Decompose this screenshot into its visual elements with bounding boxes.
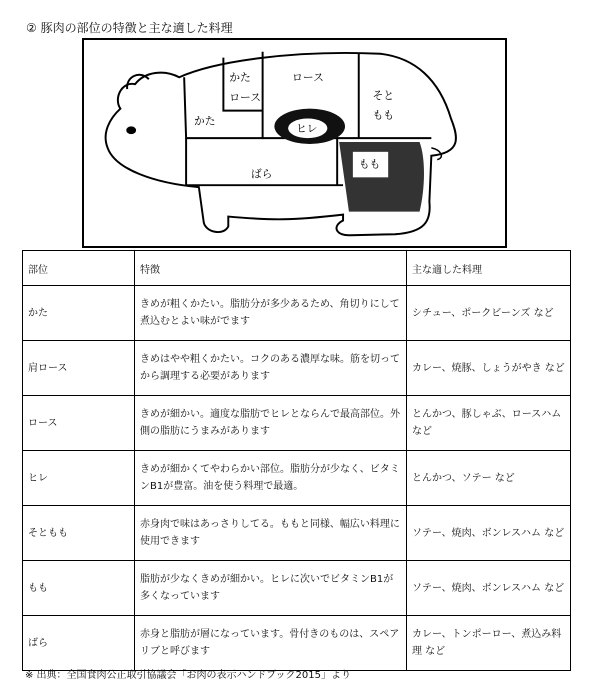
diagram-label-kata-rosu-2: ロース [229,90,262,104]
cell-part: かた [23,286,135,341]
cell-part: そともも [23,506,135,561]
table-row [23,616,571,671]
cell-part: ばら [23,616,135,671]
cell-dishes: ソテー、焼肉、ボンレスハム など [407,506,571,561]
table-row [23,341,571,396]
table-row [23,506,571,561]
cell-feature: 脂肪が少なくきめが細かい。ヒレに次いでビタミンB1が多くなっています [135,561,407,616]
header-feature: 特徴 [135,251,407,286]
cell-dishes: カレー、焼豚、しょうがやき など [407,341,571,396]
pig-cuts-diagram [82,38,507,248]
cell-part: ロース [23,396,135,451]
header-dishes: 主な適した料理 [407,251,571,286]
table-row [23,451,571,506]
cell-feature: きめが粗くかたい。脂肪分が多少あるため、角切りにして煮込むとよい味がでます [135,286,407,341]
cell-feature: きめが細かい。適度な脂肪でヒレとならんで最高部位。外側の脂肪にうまみがあります [135,396,407,451]
diagram-label-kata: かた [193,114,216,128]
diagram-label-sotomomo-1: そと [372,88,395,102]
pig-eye [126,126,136,134]
diagram-label-kata-rosu-1: かた [229,71,251,85]
table-row [23,286,571,341]
cell-dishes: カレー、トンポーロー、煮込み料理 など [407,616,571,671]
diagram-label-rosu: ロース [292,71,324,85]
cell-part: 肩ロース [23,341,135,396]
pork-cuts-table [22,250,571,671]
table-row [23,396,571,451]
cell-part: もも [23,561,135,616]
diagram-label-bara: ばら [250,167,273,181]
cell-dishes: ソテー、焼肉、ボンレスハム など [407,561,571,616]
cell-feature: 赤身と脂肪が層になっています。骨付きのものは、スペアリブと呼びます [135,616,407,671]
diagram-label-sotomomo-2: もも [372,108,395,122]
table-row [23,561,571,616]
cell-dishes: とんかつ、豚しゃぶ、ロースハム など [407,396,571,451]
source-note: ※ 出典：全国食肉公正取引協議会「お肉の表示ハンドブック2015」より [25,670,352,681]
cell-feature: 赤身肉で味はあっさりしてる。ももと同様、幅広い料理に使用できます [135,506,407,561]
cell-feature: きめはやや粗くかたい。コクのある濃厚な味。筋を切ってから調理する必要があります [135,341,407,396]
cell-feature: きめが細かくてやわらかい部位。脂肪分が少なく、ビタミンB1が豊富。油を使う料理で最適。 [135,451,407,506]
cell-dishes: シチュー、ポークビーンズ など [407,286,571,341]
page-heading: ② 豚肉の部位の特徴と主な適した料理 [26,21,233,35]
table-header-row [23,251,571,286]
header-part: 部位 [23,251,135,286]
cell-dishes: とんかつ、ソテー など [407,451,571,506]
diagram-label-momo: もも [358,157,381,171]
diagram-label-hire: ヒレ [295,122,318,136]
cell-part: ヒレ [23,451,135,506]
